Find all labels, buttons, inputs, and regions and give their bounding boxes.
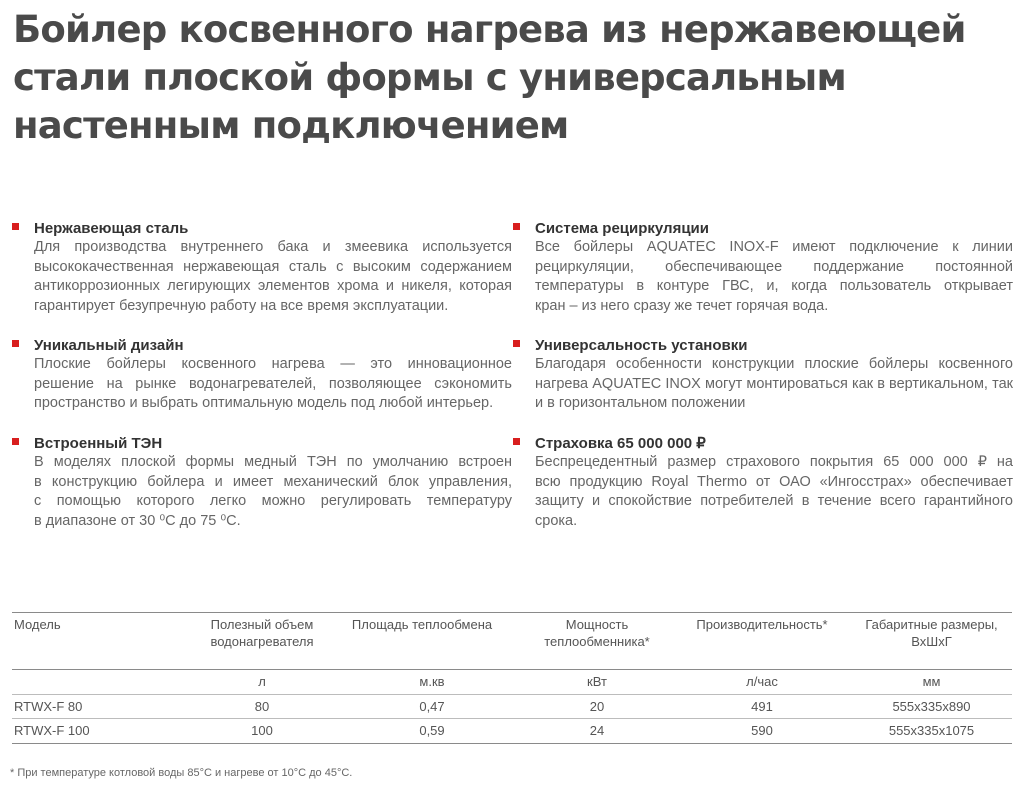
red-square-bullet-icon <box>12 438 19 445</box>
table-header-row <box>12 617 1012 674</box>
feature-text-line: решение на рынке водонагревателей, позволяющее сэкономить <box>34 375 512 392</box>
red-square-bullet-icon <box>12 223 19 230</box>
feature-text-line: нагрева AQUATEC INOX могут монтироваться как в вертикальном, так <box>535 375 1013 392</box>
header-text: Модель <box>14 617 61 632</box>
feature-text <box>535 355 1013 414</box>
header-text: Мощность <box>565 617 629 632</box>
page-title-line: настенным подключением <box>13 104 569 147</box>
feature-text-line: защиту и спокойствие потребителей в течение всего гарантийного <box>535 493 1013 510</box>
red-square-bullet-icon <box>513 438 520 445</box>
table-cell: 555x335x1075 <box>888 723 975 738</box>
table-cell: 0,47 <box>419 699 445 714</box>
footnote: * При температуре котловой воды 85°С и нагреве от 10°С до 45°С. <box>10 767 353 779</box>
red-square-bullet-icon <box>12 340 19 347</box>
feature-stainless-steel <box>34 219 512 316</box>
table-units-row <box>12 674 1012 692</box>
header-text: Габаритные размеры, <box>865 617 998 632</box>
feature-text-line: всю продукцию Royal Thermo от ОАО «Ингосстрах» обеспечивает <box>535 473 1013 490</box>
page-title-line: стали плоской формы с универсальным <box>13 56 846 99</box>
table-cell: 100 <box>251 723 273 738</box>
feature-text <box>34 355 512 414</box>
feature-recirculation <box>535 219 1013 316</box>
header-text: водонагревателя <box>210 634 314 649</box>
feature-heading: Универсальность установки <box>535 337 748 354</box>
table-cell: м.кв <box>419 674 445 689</box>
feature-insurance <box>535 434 1013 531</box>
header-text: Производительность* <box>696 617 828 632</box>
table-divider <box>12 694 1012 695</box>
header-text: Площадь теплообмена <box>351 617 493 632</box>
table-cell: л/час <box>746 674 778 689</box>
feature-text-line: кран – из него сразу же течет горячая вода. <box>535 297 829 314</box>
feature-text-line: Благодаря особенности конструкции плоские бойлеры косвенного <box>535 356 1013 372</box>
feature-text-line: Беспрецедентный размер страхового покрытия 65 000 000 ₽ на <box>535 454 1013 470</box>
table-divider <box>12 612 1012 613</box>
feature-text-line: в диапазоне от 30 ⁰С до 75 ⁰С. <box>34 512 241 529</box>
feature-text <box>535 453 1013 531</box>
page-title-line: Бойлер косвенного нагрева из нержавеющей <box>13 8 966 51</box>
table-cell: кВт <box>587 674 607 689</box>
table-divider <box>12 669 1012 670</box>
feature-text-line: В моделях плоской формы медный ТЭН по умолчанию встроен <box>34 454 512 470</box>
table-header-power <box>522 617 672 649</box>
feature-heading: Встроенный ТЭН <box>34 435 163 452</box>
feature-built-in-heater <box>34 434 512 531</box>
feature-text-line: рециркуляции, обеспечивающее поддержание постоянной <box>535 258 1013 275</box>
table-row <box>12 723 1012 741</box>
header-text: ВхШхГ <box>911 634 952 649</box>
feature-unique-design <box>34 336 512 414</box>
feature-text-line: Для производства внутреннего бака и змеевика используется <box>34 239 512 255</box>
table-cell: мм <box>922 674 941 689</box>
table-divider <box>12 743 1012 744</box>
feature-text <box>34 238 512 316</box>
page-title <box>13 6 1013 150</box>
table-header-volume <box>192 617 332 649</box>
feature-text-line: и в горизонтальном положении <box>535 395 746 412</box>
feature-text-line: в конструкцию бойлера и имеет механический блок управления, <box>34 473 512 490</box>
feature-text-line: Все бойлеры AQUATEC INOX-F имеют подключение к линии <box>535 239 1013 255</box>
table-header-dimensions <box>854 617 1009 649</box>
feature-heading: Система рециркуляции <box>535 220 710 237</box>
feature-text <box>535 238 1013 316</box>
feature-heading: Нержавеющая сталь <box>34 220 189 237</box>
table-cell: RTWX-F 80 <box>14 699 83 714</box>
table-header-performance <box>682 617 842 632</box>
feature-universal-installation <box>535 336 1013 414</box>
feature-heading: Уникальный дизайн <box>34 337 184 354</box>
feature-text-line: гарантирует безупречную работу на все время эксплуатации. <box>34 297 449 314</box>
table-divider <box>12 718 1012 719</box>
feature-text-line: срока. <box>535 512 578 529</box>
header-text: Полезный объем <box>210 617 314 632</box>
table-cell: 555x335x890 <box>892 699 971 714</box>
feature-heading: Страховка 65 000 000 ₽ <box>535 435 706 452</box>
feature-text-line: антикоррозионных легирующих элементов хрома и никеля, которая <box>34 278 512 295</box>
feature-text <box>34 453 512 531</box>
table-cell: 590 <box>751 723 773 738</box>
table-row <box>12 699 1012 717</box>
table-cell: 24 <box>589 723 605 738</box>
feature-text-line: с помощью которого легко можно регулировать температуру <box>34 493 512 510</box>
red-square-bullet-icon <box>513 223 520 230</box>
table-header-model <box>14 617 61 632</box>
table-cell: RTWX-F 100 <box>14 723 90 738</box>
feature-text-line: пространство и выбрать оптимальную модель под любой интерьер. <box>34 395 494 412</box>
header-text: теплообменника* <box>544 634 650 649</box>
feature-text-line: Плоские бойлеры косвенного нагрева — это инновационное <box>34 356 512 372</box>
table-header-area <box>342 617 502 632</box>
table-cell: 491 <box>751 699 773 714</box>
feature-text-line: высококачественная нержавеющая сталь с высоким содержанием <box>34 258 512 275</box>
red-square-bullet-icon <box>513 340 520 347</box>
table-cell: л <box>258 674 266 689</box>
feature-text-line: температуры в контуре ГВС, и, когда пользователь открывает <box>535 278 1013 295</box>
table-cell: 20 <box>589 699 605 714</box>
table-cell: 0,59 <box>419 723 445 738</box>
table-cell: 80 <box>254 699 270 714</box>
